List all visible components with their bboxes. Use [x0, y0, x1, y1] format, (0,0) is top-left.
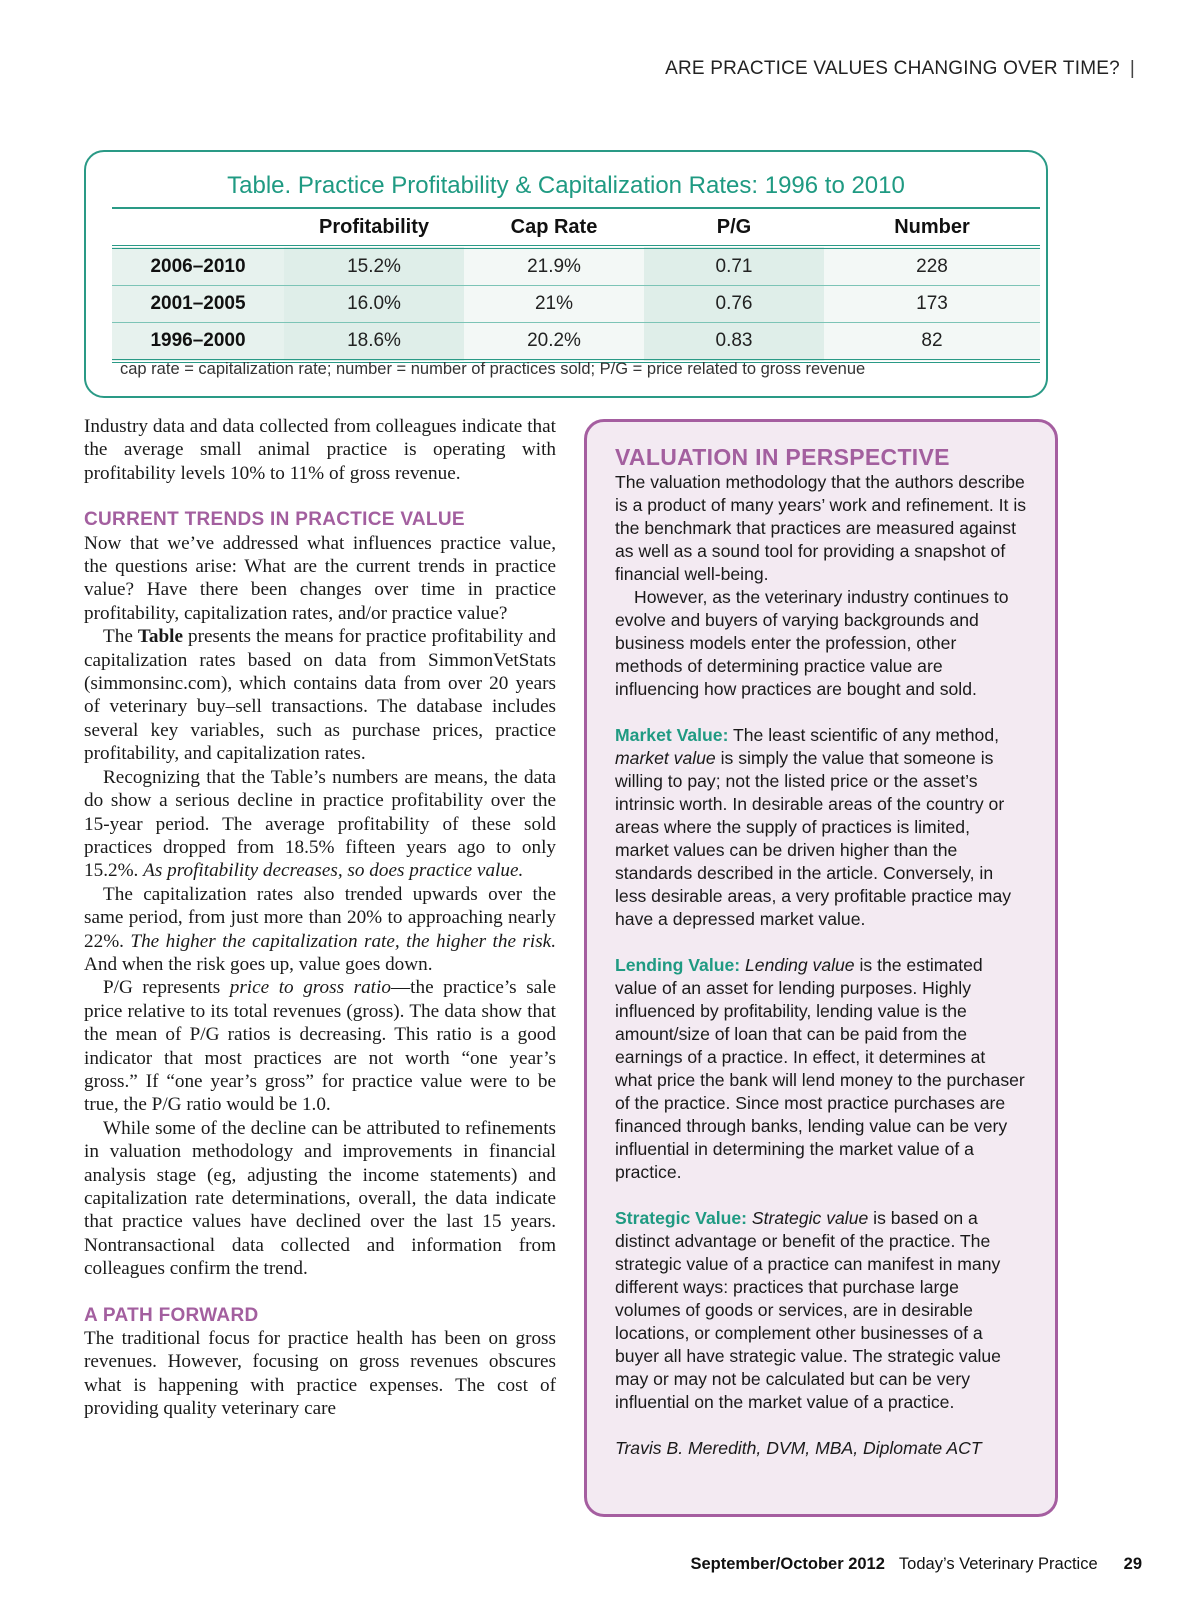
footer-publication: Today’s Veterinary Practice — [898, 1555, 1098, 1573]
table-cell: 0.83 — [644, 323, 824, 362]
emphasis-text: As profitability decreases, so does practice value. — [143, 860, 524, 882]
emphasis-text: price to gross ratio — [229, 977, 391, 999]
table-cell: 82 — [824, 323, 1040, 362]
article-column — [84, 415, 556, 1421]
table-row-label: 2001–2005 — [112, 286, 284, 323]
article-paragraph — [84, 625, 556, 765]
text-run: —the practice’s sale price relative to its total revenues (gross). The data show that the mean of P/G ratios is decreasing. This ratio is a good indicator that most practices are not worth “one year’s gross.” If “one year’s gross” for practice value were to be true, the P/G ratio would be 1.0. — [84, 977, 557, 1116]
sidebar-market-value — [615, 724, 1027, 931]
term-label: Lending Value: — [615, 955, 741, 975]
emphasis-text: Strategic value — [751, 1208, 869, 1228]
table-footnote: cap rate = capitalization rate; number = number of practices sold; P/G = price related to gross revenue — [120, 360, 866, 378]
text-run: is based on a distinct advantage or benefit of the practice. The strategic value of a practice can manifest in many different ways: practices that purchase large volumes of goods or services, are in desirable locations, or complement other businesses of a buyer all have strategic value. The strategic value may or may not be calculated but can be very influential on the market value of a practice. — [615, 1208, 1001, 1412]
emphasis-text: market value — [615, 748, 716, 768]
article-paragraph — [84, 883, 556, 977]
emphasis-text: Lending value — [745, 955, 855, 975]
running-head-text: ARE PRACTICE VALUES CHANGING OVER TIME? — [665, 58, 1120, 79]
table-title: Table. Practice Profitability & Capitalization Rates: 1996 to 2010 — [227, 172, 905, 199]
running-head — [600, 58, 1135, 80]
article-intro: Industry data and data collected from colleagues indicate that the average small animal practice is operating with profitability levels 10% to 11% of gross revenue. — [84, 416, 556, 484]
sidebar-title: VALUATION IN PERSPECTIVE — [615, 444, 950, 470]
table-cell: 21% — [464, 286, 644, 323]
table-cell: 18.6% — [284, 323, 464, 362]
text-run: The — [103, 626, 138, 648]
table-cell: 21.9% — [464, 247, 644, 286]
text-run: presents the means for practice profitability and capitalization rates based on data from SimmonVetStats (simmonsinc.com), which contains data from over 20 years of veterinary buy–sell transactions. The database includes several key variables, such as purchase prices, practice profitability, and capitalization rates. — [84, 626, 556, 765]
term-label: Market Value: — [615, 725, 729, 745]
table-cell: 0.71 — [644, 247, 824, 286]
term-label: Strategic Value: — [615, 1208, 748, 1228]
table-header-cell — [112, 208, 284, 247]
author-name: Travis B. Meredith, DVM, MBA, Diplomate ACT — [615, 1438, 982, 1458]
section-heading-path-forward: A PATH FORWARD — [84, 1304, 259, 1326]
table-row-label: 1996–2000 — [112, 323, 284, 362]
table-cell: 173 — [824, 286, 1040, 323]
sidebar-lending-value — [615, 954, 1027, 1184]
page-number: 29 — [1123, 1555, 1142, 1573]
table-cell: 0.76 — [644, 286, 824, 323]
article-paragraph: The traditional focus for practice health has been on gross revenues. However, focusing on gross revenues obscures what is happening with practice expenses. The cost of providing quality veterinary care — [84, 1328, 556, 1420]
table-cell: 20.2% — [464, 323, 644, 362]
emphasis-text: The higher the capitalization rate, the higher the risk. — [130, 930, 556, 952]
table-cell: 228 — [824, 247, 1040, 286]
sidebar-paragraph: The valuation methodology that the authors describe is a product of many years’ work and refinement. It is the benchmark that practices are measured against as well as a sound tool for providing a snapshot of financial well-being. — [615, 472, 1027, 584]
running-head-divider: | — [1129, 58, 1135, 79]
article-paragraph — [84, 976, 556, 1116]
text-run: P/G represents — [103, 977, 230, 999]
table-header-cell: Cap Rate — [510, 215, 598, 238]
text-run: The capitalization rates also trended upwards over the same period, from just more than 20% to approaching nearly 22%. — [84, 883, 556, 952]
table-header-cell: P/G — [716, 215, 752, 238]
data-table — [112, 207, 1040, 363]
text-run: And when the risk goes up, value goes down. — [84, 953, 433, 975]
table-panel — [84, 150, 1048, 398]
table-row — [112, 247, 1040, 286]
table-cell: 16.0% — [284, 286, 464, 323]
sidebar-paragraph: However, as the veterinary industry continues to evolve and buyers of varying backgrounds and business models enter the profession, other methods of determining practice value are influencing how practices are bought and sold. — [615, 587, 1009, 699]
text-run: Recognizing that the Table’s numbers are means, the data do show a serious decline in practice profitability over the 15-year period. The average profitability of these sold practices dropped from 18.5% fifteen years ago to only 15.2%. — [84, 766, 556, 882]
page-footer — [691, 1555, 1143, 1574]
table-cell: 15.2% — [284, 247, 464, 286]
table-row — [112, 286, 1040, 323]
table-header-row — [112, 208, 1040, 247]
table-row-label: 2006–2010 — [112, 247, 284, 286]
article-paragraph: While some of the decline can be attributed to refinements in valuation methodology and improvements in financial analysis stage (eg, adjusting the income statements) and capitalization rate determinations, overall, the data indicate that practice values have declined over the last 15 years. Nontransactional data collected and information from colleagues confirm the trend. — [84, 1117, 556, 1280]
text-run: is simply the value that someone is willing to pay; not the listed price or the asset’s intrinsic worth. In desirable areas of the country or areas where the supply of practices is limited, market values can be driven higher than the standards described in the article. Conversely, in less desirable areas, a very profitable practice may have a depressed market value. — [615, 748, 1012, 929]
text-run: is the estimated value of an asset for lending purposes. Highly influenced by profitability, lending value is the amount/size of loan that can be paid from the earnings of a practice. In effect, it determines at what price the bank will lend money to the purchaser of the practice. Since most practice purchases are financed through banks, lending value can be very influential in determining the market value of a practice. — [615, 955, 1025, 1182]
article-paragraph: Now that we’ve addressed what influences practice value, the questions arise: What are the current trends in practice value? Have there been changes over time in practice profitability, capitalization rates, and/or practice value? — [84, 532, 556, 624]
table-header-cell: Number — [894, 215, 970, 238]
article-paragraph — [84, 766, 556, 883]
sidebar-author — [615, 1437, 1027, 1460]
section-heading-current-trends: CURRENT TRENDS IN PRACTICE VALUE — [84, 509, 465, 531]
text-run: The least scientific of any method, — [728, 725, 1000, 745]
table-row — [112, 323, 1040, 362]
sidebar-strategic-value — [615, 1207, 1027, 1414]
table-header-cell: Profitability — [318, 215, 429, 238]
footer-issue: September/October 2012 — [690, 1555, 885, 1573]
sidebar-valuation-in-perspective — [584, 419, 1058, 1517]
table-reference: Table — [137, 626, 184, 648]
